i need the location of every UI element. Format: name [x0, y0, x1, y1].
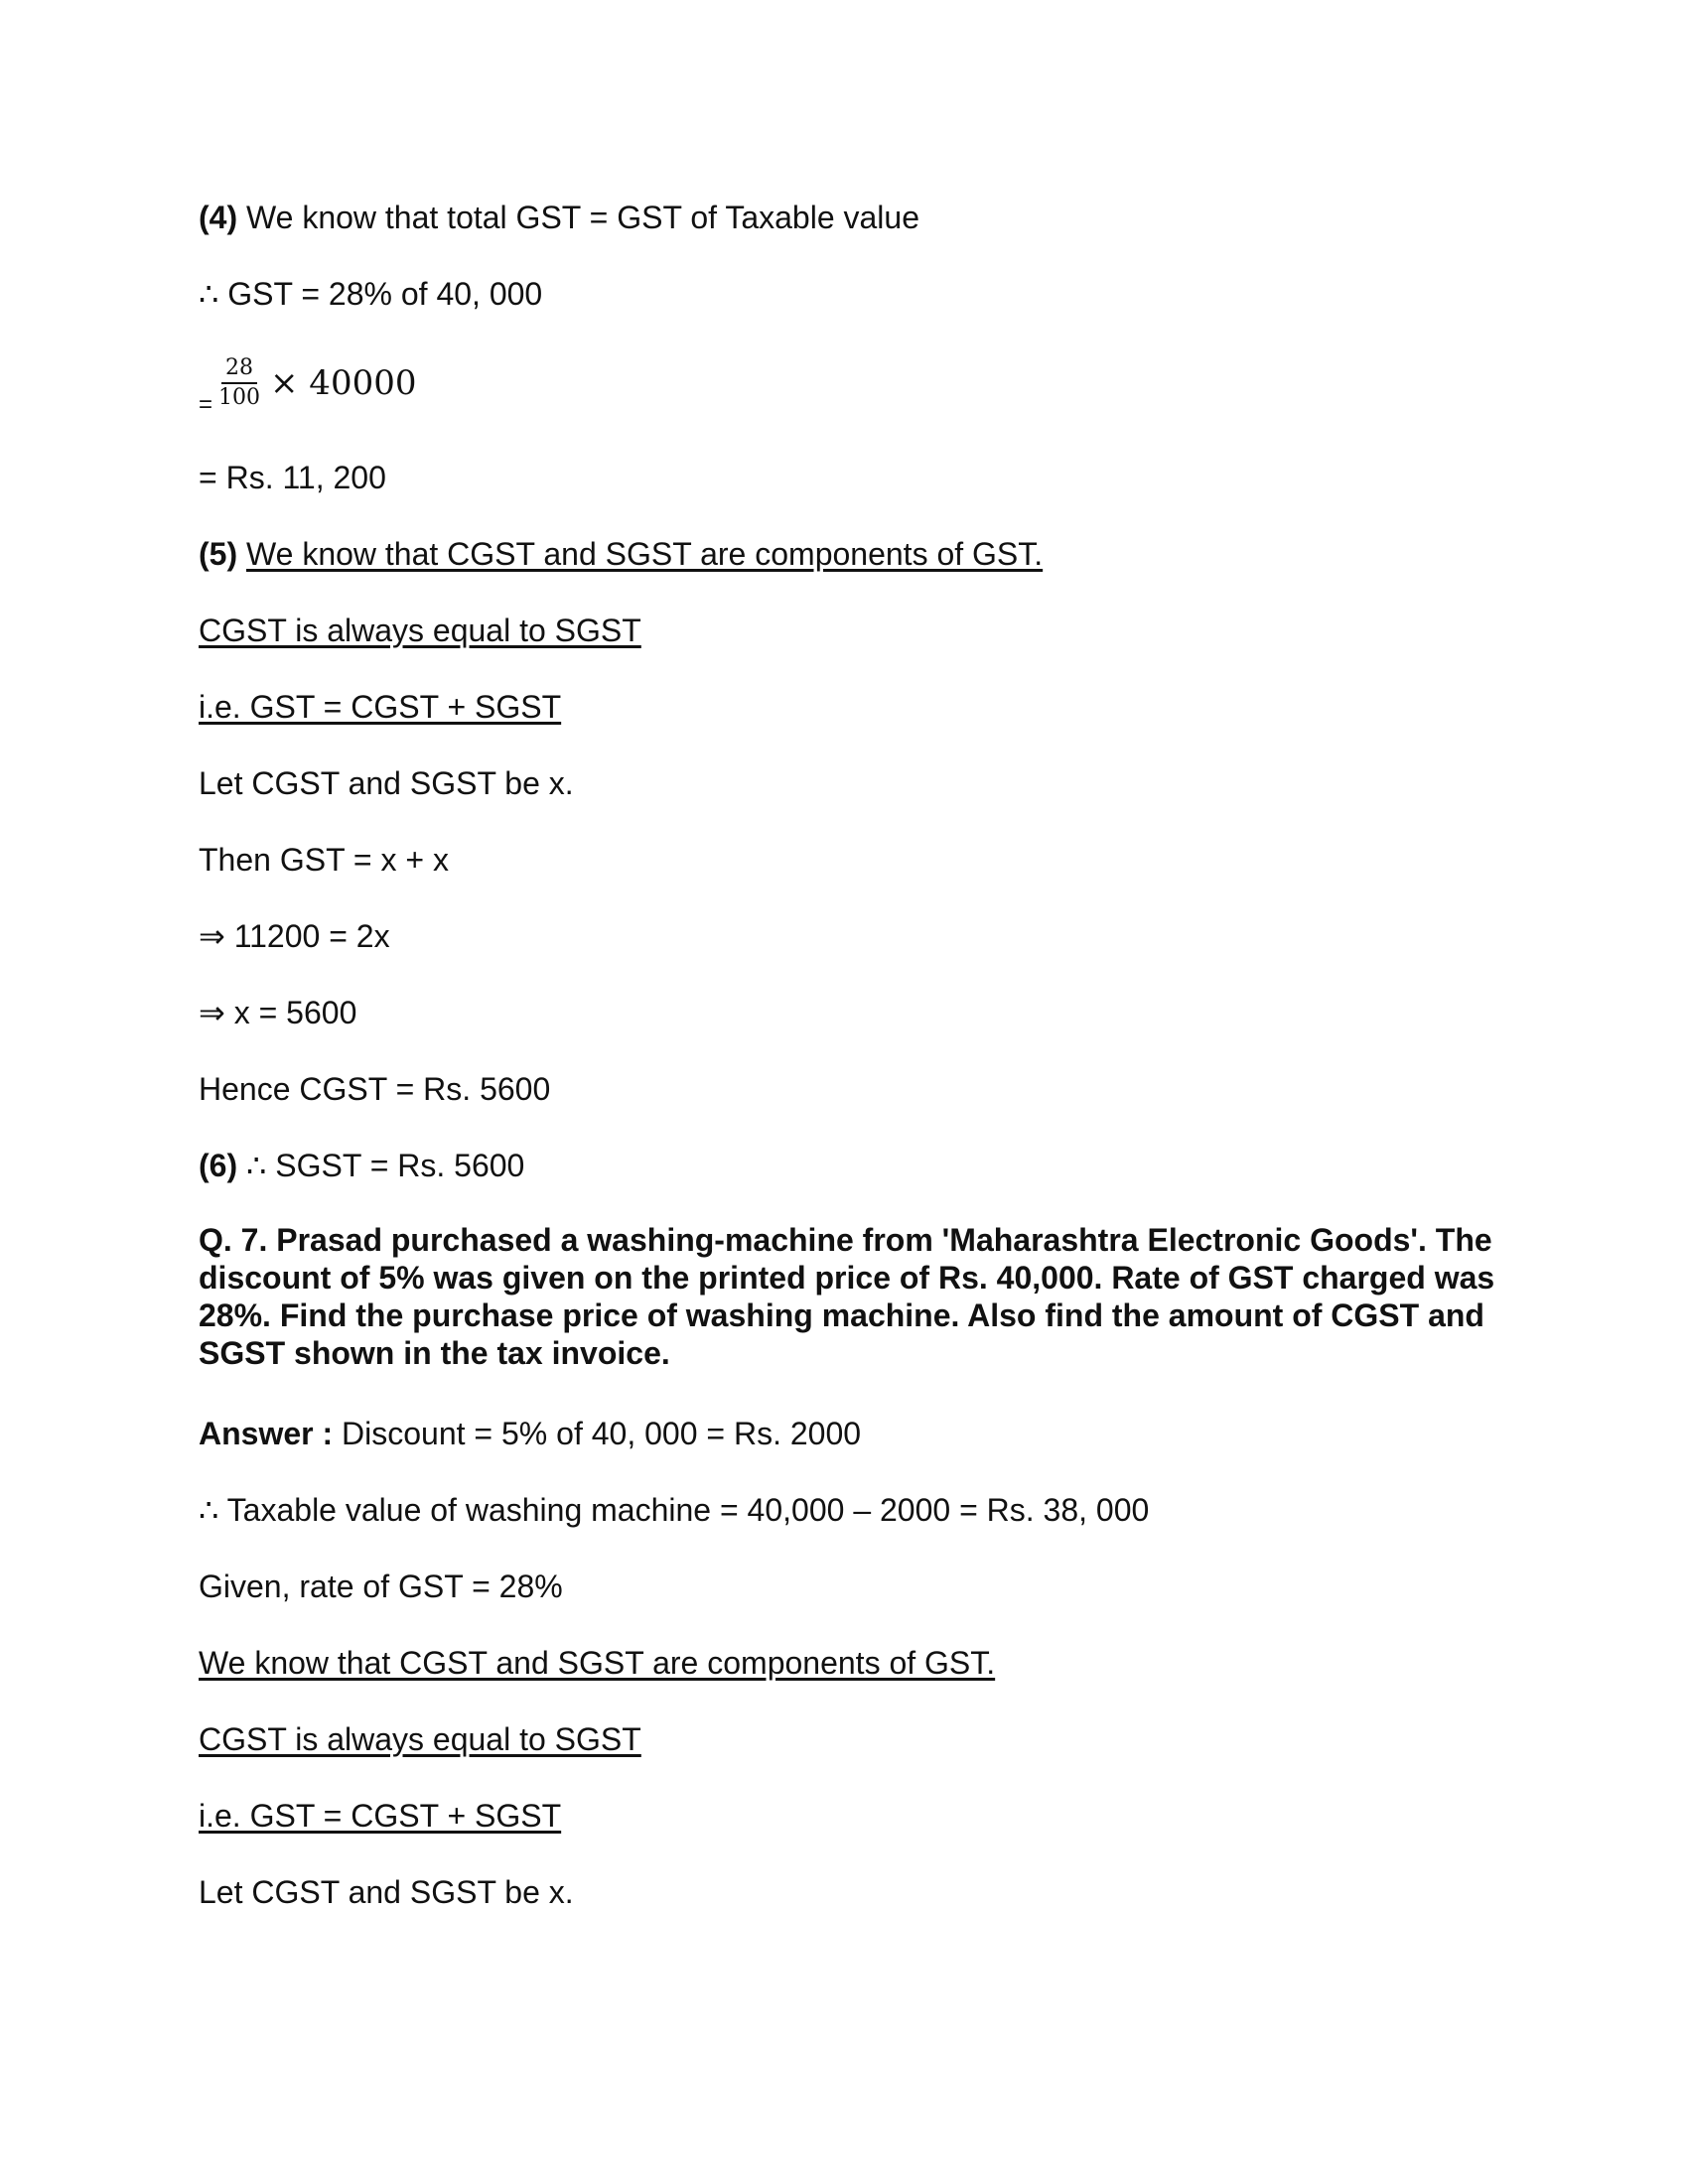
cgst-equal-line: CGST is always equal to SGST: [199, 613, 641, 648]
step-6-text: ∴ SGST = Rs. 5600: [237, 1148, 525, 1183]
answer-line: [199, 1415, 861, 1452]
gst-result-line: = Rs. 11, 200: [199, 460, 386, 495]
fraction-multiplier: × 40000: [270, 363, 417, 403]
question-7: Q. 7. Prasad purchased a washing-machine from 'Maharashtra Electronic Goods'. The discount of 5% was given on the printed price of Rs. 40,000. Rate of GST charged was 28%. Find the purchase price of washing machine. Also find the amount of CGST and SGST shown in the tax invoice.: [199, 1222, 1495, 1371]
gst-sum-line: i.e. GST = CGST + SGST: [199, 689, 562, 725]
gst-sum-line-2: i.e. GST = CGST + SGST: [199, 1798, 562, 1834]
let-x-line: Let CGST and SGST be x.: [199, 765, 574, 801]
fraction: [216, 354, 262, 412]
step-6-line: [199, 1147, 524, 1184]
answer-label: Answer :: [199, 1416, 334, 1451]
step-4-label: (4): [199, 200, 238, 235]
x-value-line: ⇒ x = 5600: [199, 995, 357, 1030]
step-6-label: (6): [199, 1148, 238, 1183]
step-5-label: (5): [199, 536, 238, 572]
components-line: We know that CGST and SGST are components of GST.: [199, 1645, 996, 1681]
then-gst-line: Then GST = x + x: [199, 842, 449, 878]
fraction-denominator: 100: [218, 385, 261, 410]
answer-text: Discount = 5% of 40, 000 = Rs. 2000: [333, 1416, 862, 1451]
step-5-text: We know that CGST and SGST are components of GST.: [246, 536, 1044, 572]
gst-fraction-equation: [199, 345, 416, 421]
gst-percent-line: ∴ GST = 28% of 40, 000: [199, 276, 543, 312]
step-4-line: [199, 199, 919, 236]
taxable-value-line: ∴ Taxable value of washing machine = 40,000 – 2000 = Rs. 38, 000: [199, 1492, 1150, 1528]
let-x-line-2: Let CGST and SGST be x.: [199, 1874, 574, 1910]
cgst-result-line: Hence CGST = Rs. 5600: [199, 1071, 551, 1107]
equation-2x-line: ⇒ 11200 = 2x: [199, 918, 390, 954]
fraction-equals: =: [199, 391, 213, 418]
fraction-numerator: 28: [221, 354, 257, 384]
cgst-equal-line-2: CGST is always equal to SGST: [199, 1721, 641, 1757]
gst-rate-line: Given, rate of GST = 28%: [199, 1569, 563, 1604]
step-4-text: We know that total GST = GST of Taxable value: [237, 200, 919, 235]
step-5-line: [199, 535, 1043, 573]
